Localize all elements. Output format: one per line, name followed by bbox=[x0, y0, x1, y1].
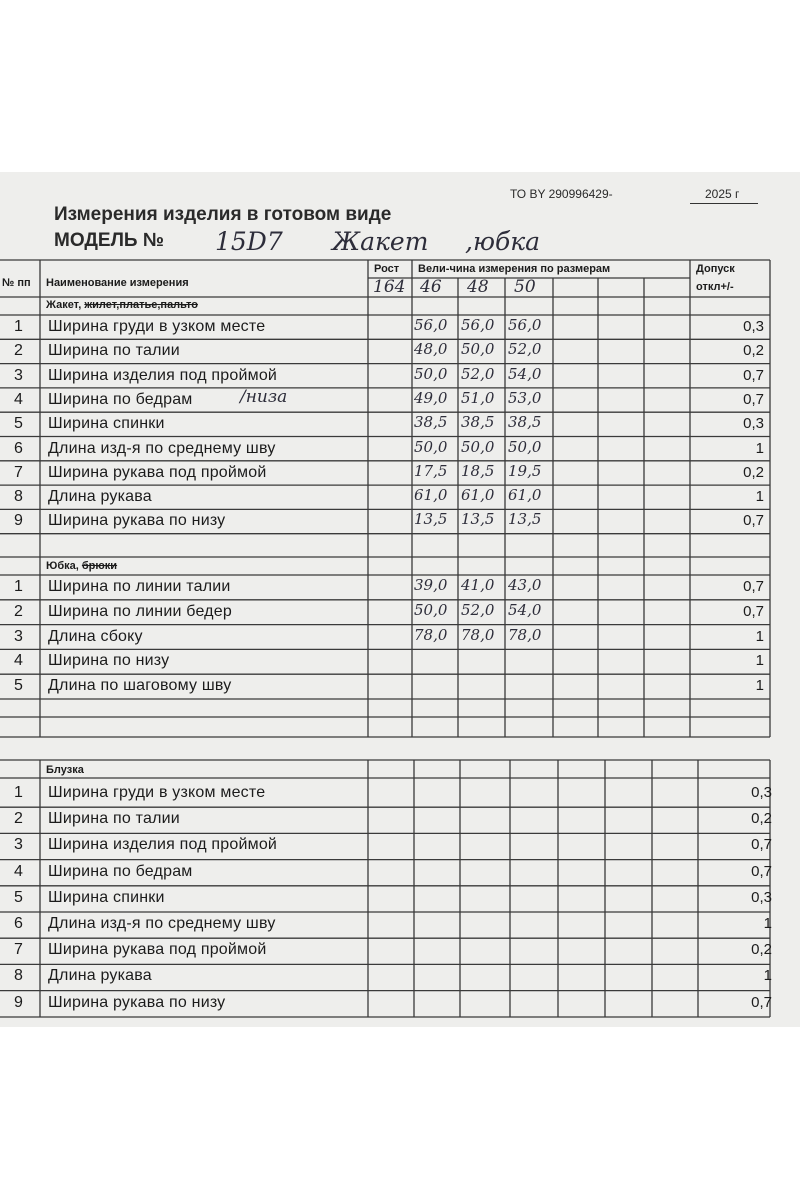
measurement-name: Длина сбоку bbox=[48, 627, 143, 645]
value-46: 39,0 bbox=[414, 576, 448, 594]
tolerance-value: 0,7 bbox=[743, 578, 764, 595]
value-50: 53,0 bbox=[508, 388, 542, 407]
section-jacket-title bbox=[46, 300, 198, 311]
col-header-name: Наименование измерения bbox=[46, 277, 189, 289]
value-48: 18,5 bbox=[461, 461, 495, 480]
tolerance-value: 0,7 bbox=[743, 602, 764, 620]
value-48: 78,0 bbox=[461, 625, 495, 644]
tolerance-value: 0,7 bbox=[743, 390, 764, 408]
tolerance-value: 0,2 bbox=[743, 463, 764, 481]
tolerance-value: 0,3 bbox=[751, 888, 772, 906]
tolerance-value: 0,7 bbox=[751, 836, 772, 854]
value-46: 48,0 bbox=[414, 340, 448, 359]
measurement-name: Ширина по линии талии bbox=[48, 578, 231, 595]
value-50: 61,0 bbox=[508, 486, 542, 505]
col-header-sizes: Вели-чина измерения по размерам bbox=[418, 263, 611, 275]
measurement-name: Ширина по линии бедер bbox=[48, 602, 232, 620]
model-number: 15D7 bbox=[215, 227, 283, 256]
tolerance-value: 0,3 bbox=[751, 784, 772, 801]
measurement-name: Ширина груди в узком месте bbox=[48, 318, 266, 335]
measurement-sheet bbox=[0, 172, 800, 1027]
measurement-name: Ширина изделия под проймой bbox=[48, 836, 278, 854]
value-50: 13,5 bbox=[508, 510, 542, 529]
value-48: 52,0 bbox=[461, 364, 495, 383]
section-skirt-title-struck: брюки bbox=[81, 560, 118, 572]
row-number: 4 bbox=[14, 652, 23, 670]
row-number: 9 bbox=[14, 993, 23, 1011]
value-48: 38,5 bbox=[461, 413, 495, 432]
tolerance-value: 1 bbox=[755, 677, 764, 695]
row-number: 7 bbox=[14, 941, 23, 959]
measurement-name: Ширина рукава по низу bbox=[48, 993, 226, 1011]
section-jacket-title-main: Жакет, bbox=[46, 299, 82, 311]
row-number: 2 bbox=[14, 602, 23, 620]
row-number: 1 bbox=[14, 784, 23, 801]
tolerance-value: 0,3 bbox=[743, 415, 764, 433]
row-number: 3 bbox=[14, 836, 23, 854]
measurement-name: Ширина по талии bbox=[48, 342, 180, 360]
value-48: 52,0 bbox=[461, 600, 495, 619]
row-number: 7 bbox=[14, 463, 23, 481]
value-50: 38,5 bbox=[508, 413, 542, 432]
model-name-jacket: Жакет bbox=[332, 227, 429, 256]
measurement-name: Длина по шаговому шву bbox=[48, 677, 232, 695]
tolerance-value: 0,2 bbox=[751, 941, 772, 959]
measurement-name: Длина изд-я по среднему шву bbox=[48, 439, 276, 457]
size-48: 48 bbox=[467, 277, 489, 297]
value-48: 41,0 bbox=[461, 576, 495, 594]
tolerance-value: 0,7 bbox=[743, 512, 764, 530]
value-48: 51,0 bbox=[461, 388, 495, 407]
value-48: 13,5 bbox=[461, 510, 495, 529]
measurement-name: Ширина изделия под проймой bbox=[48, 366, 278, 384]
row-number: 1 bbox=[14, 578, 23, 595]
tolerance-value: 0,2 bbox=[751, 810, 772, 828]
value-50: 43,0 bbox=[508, 576, 542, 594]
row-number: 4 bbox=[14, 390, 23, 408]
value-50: 19,5 bbox=[508, 461, 542, 480]
row-number: 6 bbox=[14, 439, 23, 457]
row-number: 5 bbox=[14, 677, 23, 695]
row-number: 6 bbox=[14, 915, 23, 932]
value-50: 52,0 bbox=[508, 340, 542, 359]
value-48: 50,0 bbox=[461, 437, 495, 456]
section-skirt-title bbox=[46, 561, 117, 572]
section-jacket-title-struck: жилет,платье,пальто bbox=[84, 299, 198, 311]
section-blouse-title: Блузка bbox=[46, 764, 84, 776]
tolerance-value: 0,7 bbox=[751, 862, 772, 880]
model-label: МОДЕЛЬ № bbox=[54, 230, 165, 251]
value-46: 13,5 bbox=[414, 510, 448, 529]
doc-year: 2025 г bbox=[705, 187, 740, 201]
col-header-tolerance: Допуск bbox=[696, 263, 735, 275]
measurement-name: Ширина по бедрам bbox=[48, 862, 193, 880]
size-50: 50 bbox=[514, 277, 536, 297]
value-46: 56,0 bbox=[414, 316, 448, 334]
row-number: 2 bbox=[14, 342, 23, 360]
row-number: 5 bbox=[14, 888, 23, 906]
value-46: 50,0 bbox=[414, 364, 448, 383]
measurement-name: Ширина рукава под проймой bbox=[48, 463, 267, 481]
model-name-skirt: ,юбка bbox=[465, 227, 541, 256]
value-48: 56,0 bbox=[461, 316, 495, 334]
measurement-name: Длина изд-я по среднему шву bbox=[48, 915, 276, 932]
measurement-name: Ширина по талии bbox=[48, 810, 180, 828]
row-number: 3 bbox=[14, 366, 23, 384]
value-48: 61,0 bbox=[461, 486, 495, 505]
tolerance-value: 1 bbox=[763, 967, 772, 985]
row-number: 8 bbox=[14, 488, 23, 506]
measurement-name: Длина рукава bbox=[48, 967, 152, 985]
measurement-name: Длина рукава bbox=[48, 488, 152, 506]
col-header-tolerance-unit: откл+/- bbox=[696, 281, 734, 293]
measurement-name: Ширина спинки bbox=[48, 888, 165, 906]
row-number: 1 bbox=[14, 318, 23, 335]
row-number: 2 bbox=[14, 810, 23, 828]
measurement-name: Ширина спинки bbox=[48, 415, 165, 433]
measurement-name: Ширина по низу bbox=[48, 652, 170, 670]
measurement-name: Ширина рукава под проймой bbox=[48, 941, 267, 959]
measurement-note: /низа bbox=[240, 386, 288, 407]
tolerance-value: 1 bbox=[763, 915, 772, 932]
row-number: 5 bbox=[14, 415, 23, 433]
height-value: 164 bbox=[373, 277, 406, 297]
row-number: 9 bbox=[14, 512, 23, 530]
value-48: 50,0 bbox=[461, 340, 495, 359]
tolerance-value: 1 bbox=[755, 488, 764, 506]
value-46: 38,5 bbox=[414, 413, 448, 432]
measurement-name: Ширина по бедрам bbox=[48, 390, 193, 408]
row-number: 3 bbox=[14, 627, 23, 645]
tolerance-value: 1 bbox=[755, 627, 764, 645]
measurement-name: Ширина рукава по низу bbox=[48, 512, 226, 530]
value-50: 50,0 bbox=[508, 437, 542, 456]
section-skirt-title-main: Юбка, bbox=[46, 560, 79, 572]
value-50: 54,0 bbox=[508, 600, 542, 619]
tolerance-value: 0,2 bbox=[743, 342, 764, 360]
page-title: Измерения изделия в готовом виде bbox=[54, 204, 392, 225]
row-number: 8 bbox=[14, 967, 23, 985]
value-46: 50,0 bbox=[414, 600, 448, 619]
col-header-height: Рост bbox=[374, 263, 400, 275]
col-header-no: № пп bbox=[2, 277, 31, 289]
value-46: 61,0 bbox=[414, 486, 448, 505]
measurement-name: Ширина груди в узком месте bbox=[48, 784, 266, 801]
tolerance-value: 0,3 bbox=[743, 318, 764, 335]
value-46: 17,5 bbox=[414, 461, 448, 480]
tolerance-value: 0,7 bbox=[743, 366, 764, 384]
tolerance-value: 1 bbox=[755, 439, 764, 457]
value-46: 49,0 bbox=[414, 388, 448, 407]
row-number: 4 bbox=[14, 862, 23, 880]
tolerance-value: 0,7 bbox=[751, 993, 772, 1011]
value-50: 78,0 bbox=[508, 625, 542, 644]
value-50: 56,0 bbox=[508, 316, 542, 334]
size-46: 46 bbox=[420, 277, 442, 297]
tolerance-value: 1 bbox=[755, 652, 764, 670]
value-46: 50,0 bbox=[414, 437, 448, 456]
doc-reference: ТО BY 290996429- bbox=[510, 187, 613, 201]
value-50: 54,0 bbox=[508, 364, 542, 383]
value-46: 78,0 bbox=[414, 625, 448, 644]
